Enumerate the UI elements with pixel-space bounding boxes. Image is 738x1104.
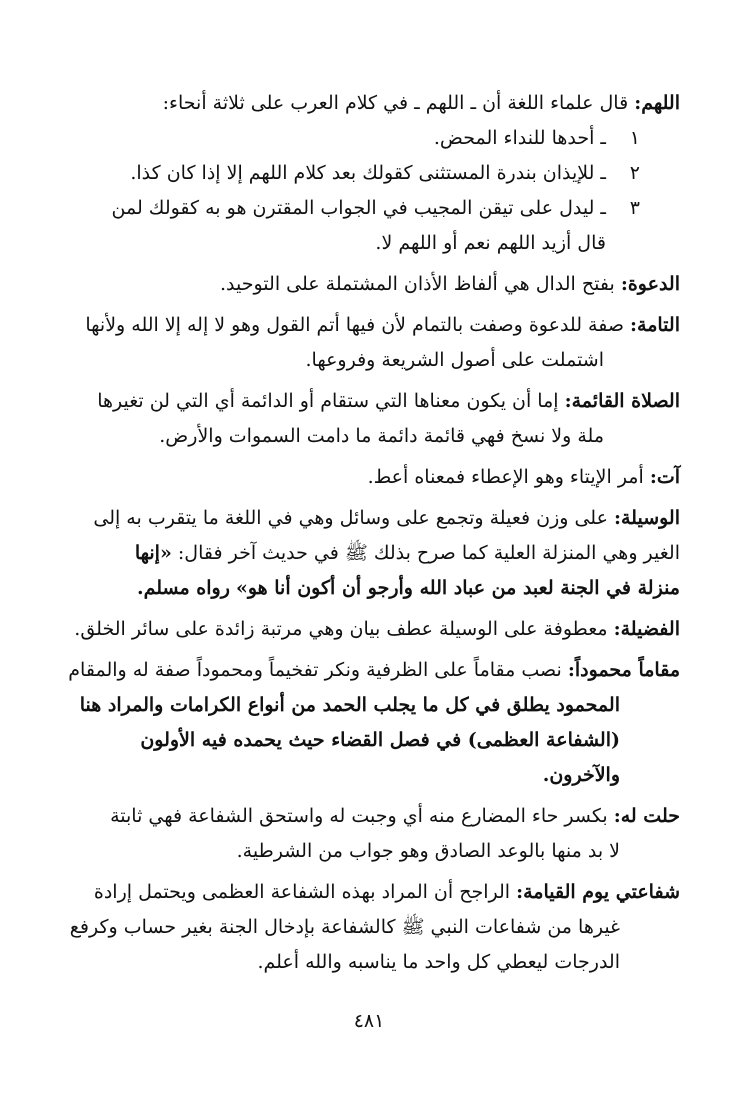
numbered-item <box>68 121 680 156</box>
definition-continuation: الدرجات ليعطي كل واحد ما يناسبه والله أعلم. <box>257 951 620 973</box>
term-colon: : <box>620 273 628 295</box>
hadith-source: رواه مسلم. <box>137 577 230 599</box>
glossary-content <box>68 86 680 986</box>
item-number: ٣ <box>629 197 640 219</box>
term-colon: : <box>567 659 575 681</box>
term-aat: آت <box>656 466 680 488</box>
term-dawa: الدعوة <box>627 273 680 295</box>
entry-hallat <box>68 799 680 869</box>
entry-fadila <box>68 612 680 647</box>
hadith-quote: منزلة في الجنة لعبد من عباد الله وأرجو أن أكون أنا هو» <box>235 577 680 599</box>
entry-tamma <box>68 308 680 378</box>
item-text: ـ للإيذان بندرة المستثنى كقولك بعد كلام اللهم إلا إذا كان كذا. <box>130 162 606 184</box>
definition-continuation: غيرها من شفاعات النبي ﷺ كالشفاعة بإدخال الجنة بغير حساب وكرفع <box>69 916 620 938</box>
definition-text: على وزن فعيلة وتجمع على وسائل وهي في اللغة ما يتقرب به إلى <box>93 507 608 529</box>
definition-text: إما أن يكون معناها التي ستقام أو الدائمة أي التي لن تغيرها <box>97 390 559 412</box>
term-salat: الصلاة القائمة <box>571 390 680 412</box>
definition-text: صفة للدعوة وصفت بالتمام لأن فيها أتم القول وهو لا إله إلا الله ولأنها <box>85 314 624 336</box>
term-colon: : <box>613 805 621 827</box>
entry-maqam <box>68 653 680 793</box>
term-fadila: الفضيلة <box>620 618 680 640</box>
definition-continuation: ملة ولا نسخ فهي قائمة دائمة ما دامت السموات والأرض. <box>159 425 604 447</box>
entry-allahumma <box>68 86 680 261</box>
entry-wasila <box>68 501 680 606</box>
definition-text: نصب مقاماً على الظرفية ونكر تفخيماً ومحموداً صفة له والمقام <box>68 659 562 681</box>
term-tamma: التامة <box>637 314 680 336</box>
item-text: ـ أحدها للنداء المحض. <box>433 127 606 149</box>
hadith-quote-start: «إنها <box>134 542 172 564</box>
term-colon: : <box>564 390 572 412</box>
definition-continuation <box>68 536 680 571</box>
definition-continuation <box>68 571 680 606</box>
term-wasila: الوسيلة <box>620 507 680 529</box>
term-colon: : <box>634 92 642 114</box>
numbered-item <box>68 191 680 226</box>
term-colon: : <box>630 314 638 336</box>
definition-text: بفتح الدال هي ألفاظ الأذان المشتملة على التوحيد. <box>220 273 615 295</box>
entry-shafaati <box>68 875 680 980</box>
term-colon: : <box>649 466 657 488</box>
term-colon: : <box>613 618 621 640</box>
term-hallat: حلت له <box>620 805 680 827</box>
term-shafaati: شفاعتي يوم القيامة <box>523 881 680 903</box>
item-text: ـ ليدل على تيقن المجيب في الجواب المقترن هو به كقولك لمن <box>111 197 606 219</box>
definition-text: بكسر حاء المضارع منه أي وجبت له واستحق الشفاعة فهي ثابتة <box>110 805 608 827</box>
term-maqam: مقاماً محموداً <box>574 659 680 681</box>
definition-continuation: لا بد منها بالوعد الصادق وهو جواب من الشرطية. <box>236 840 620 862</box>
definition-continuation: اشتملت على أصول الشريعة وفروعها. <box>305 349 604 371</box>
page-number: ٤٨١ <box>353 1010 385 1032</box>
definition-text: الراجح أن المراد بهذه الشفاعة العظمى ويحتمل إرادة <box>93 881 511 903</box>
item-number: ٢ <box>629 162 640 184</box>
definition-text: معطوفة على الوسيلة عطف بيان وهي مرتبة زائدة على سائر الخلق. <box>74 618 608 640</box>
definition-text: قال علماء اللغة أن ـ اللهم ـ في كلام العرب على ثلاثة أنحاء: <box>162 92 629 114</box>
term-colon: : <box>613 507 621 529</box>
definition-continuation: المحمود يطلق في كل ما يجلب الحمد من أنواع الكرامات والمراد هنا <box>79 694 620 716</box>
numbered-item <box>68 156 680 191</box>
entry-dawa <box>68 267 680 302</box>
definition-continuation: (الشفاعة العظمى) في فصل القضاء حيث يحمده فيه الأولون والآخرون. <box>140 729 620 786</box>
term-colon: : <box>516 881 524 903</box>
definition-text: أمر الإيتاء وهو الإعطاء فمعناه أعط. <box>367 466 644 488</box>
item-continuation: قال أزيد اللهم نعم أو اللهم لا. <box>375 232 606 254</box>
item-number: ١ <box>629 127 640 149</box>
entry-aat <box>68 460 680 495</box>
term-allahumma: اللهم <box>641 92 680 114</box>
entry-salat <box>68 384 680 454</box>
definition-text: الغير وهي المنزلة العلية كما صرح بذلك ﷺ في حديث آخر فقال: <box>177 542 680 564</box>
